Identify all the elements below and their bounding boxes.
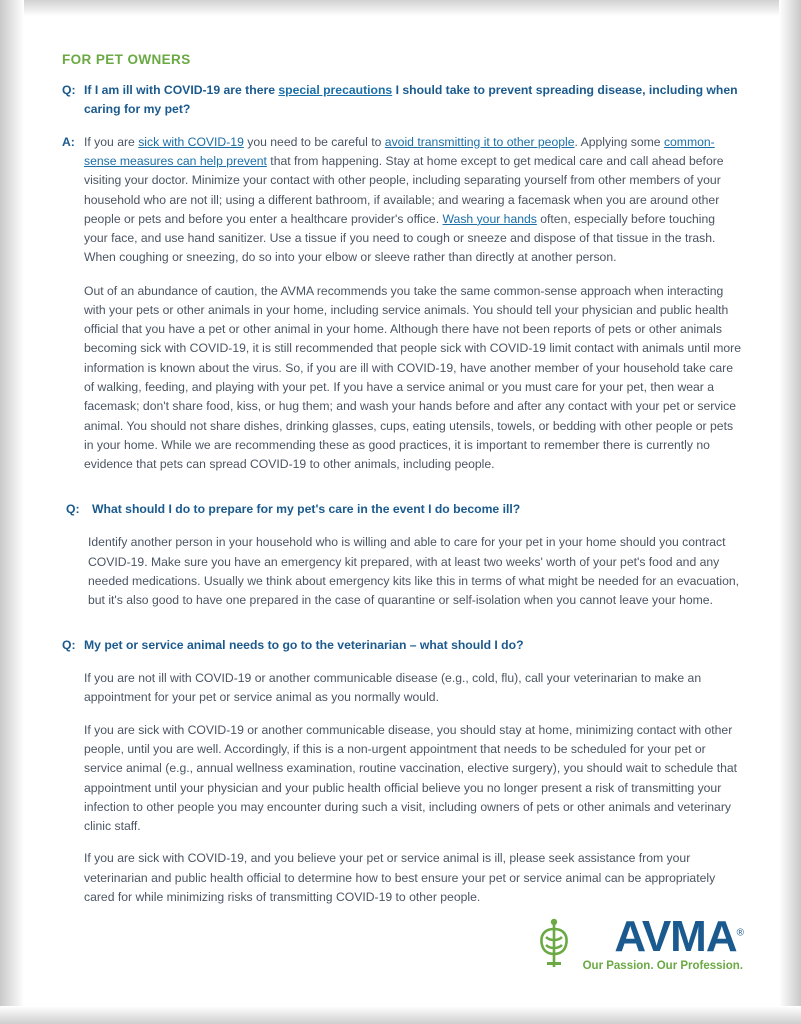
- page-edge-shadow-bottom: [0, 1006, 801, 1024]
- question-marker: Q:: [62, 83, 76, 97]
- question-row-1: [62, 81, 742, 119]
- question-row-2: [62, 500, 742, 519]
- document-content: [62, 52, 742, 913]
- question-1-part1: If I am ill with COVID-19 are there: [84, 83, 279, 97]
- answer-1-t1: If you are: [84, 134, 139, 149]
- special-precautions-link[interactable]: special precautions: [278, 83, 393, 97]
- question-row-3: [62, 636, 742, 655]
- question-text-1: [84, 81, 742, 119]
- answer-text-1: [84, 133, 742, 268]
- question-text-3: My pet or service animal needs to go to the veterinarian – what should I do?: [84, 638, 524, 653]
- common-sense-measures-link[interactable]: common-sense measures can help prevent: [84, 134, 715, 169]
- answer-3-paragraph-2: If you are sick with COVID-19 or another communicable disease, you should stay at home, minimizing contact with other people, until you are well. Accordingly, if this is a non-urgent appointment that needs to be scheduled for your pet or service animal (e.g., annual wellness examination, routine vaccination, elective surgery), you should wait to schedule that appointment until your physician and your public health official believe you no longer present a risk of transmitting your infection to other people you may encounter during such a visit, including owners of pets or other animals and veterinary clinic staff.: [84, 722, 738, 834]
- answer-row-1: [62, 133, 742, 268]
- answer-1-t2: you need to be careful to: [243, 134, 385, 149]
- question-text-2: What should I do to prepare for my pet's care in the event I do become ill?: [92, 502, 521, 517]
- registered-mark: ®: [736, 927, 743, 939]
- answer-3-paragraph-3: If you are sick with COVID-19, and you believe your pet or service animal is ill, please seek assistance from your veterinarian and public health official to determine how to best ensure your pet or service animal can be appropriately cared for while minimizing risks of transmitting COVID-19 to other people.: [84, 851, 716, 904]
- qa-block-2: [62, 500, 742, 610]
- qa-block-3: [62, 636, 742, 907]
- answer-2-paragraph-1: Identify another person in your household who is willing and able to care for your pet in your home should you contract COVID-19. Make sure you have an emergency kit prepared, with at least two weeks' worth of your pet's food and any needed medications. Usually we think about emergency kits like this in terms of what might be needed for an evacuation, but it's also good to have one prepared in the case of quarantine or self-isolation when you cannot leave your home.: [88, 535, 740, 608]
- qa-block-1: [62, 81, 742, 474]
- avma-logo: [533, 912, 743, 972]
- question-1-part2: I should take to prevent spreading disease, including when caring for my pet?: [84, 83, 738, 116]
- answer-3-paragraph-1: If you are not ill with COVID-19 or another communicable disease (e.g., cold, flu), call your veterinarian to make an appointment for your pet or service animal as you normally would.: [84, 671, 702, 705]
- sick-with-covid-link[interactable]: sick with COVID-19: [138, 134, 244, 149]
- caduceus-icon: [533, 917, 575, 971]
- question-marker-2: Q:: [66, 502, 80, 517]
- answer-1-t4: that from happening. Stay at home except to get medical care and call ahead before visiting your doctor. Minimize your contact with other people, including separating yourself from other members of your household who are not ill; using a different bathroom, if available; and wearing a facemask when you are around other people or pets and before you enter a healthcare provider's office.: [84, 154, 724, 226]
- answer-marker: A:: [62, 134, 75, 149]
- answer-1-t3: . Applying some: [574, 134, 664, 149]
- answer-1-paragraph-2: Out of an abundance of caution, the AVMA recommends you take the same common-sense approach when interacting with your pets or other animals in your home, including service animals. You should tell your physician and public health official that you have a pet or other animal in your home. Although there have not been reports of pets or other animals becoming sick with COVID-19, it is still recommended that people sick with COVID-19 limit contact with animals until more information is known about the virus. So, if you are ill with COVID-19, have another member of your household take care of walking, feeding, and playing with your pet. If you have a service animal or you must care for your pet, then wear a facemask; don't share food, kiss, or hug them; and wash your hands before and after any contact with your pet or service animal. You should not share dishes, drinking glasses, cups, eating utensils, towels, or bedding with other people or pets in your home. While we are recommending these as good practices, it is important to remember there is currently no evidence that pets can spread COVID-19 to other animals, including people.: [84, 283, 742, 472]
- wash-your-hands-link[interactable]: Wash your hands: [442, 211, 537, 226]
- avma-logo-text: [582, 912, 743, 972]
- avma-wordmark: [614, 912, 743, 962]
- avma-wordmark-text: AVMA: [614, 912, 737, 962]
- page-edge-shadow-left: [0, 0, 24, 1024]
- avma-tagline: Our Passion. Our Profession.: [582, 960, 743, 972]
- page-edge-shadow-top: [0, 0, 801, 16]
- section-heading: FOR PET OWNERS: [62, 52, 191, 67]
- answer-1-t5: often, especially before touching your face, and use hand sanitizer. Use a tissue if you need to cough or sneeze and dispose of that tissue in the trash. When coughing or sneezing, do so into your elbow or sleeve rather than directly at another person.: [84, 211, 716, 265]
- page-edge-shadow-right: [779, 0, 801, 1024]
- question-marker-3: Q:: [62, 638, 76, 653]
- avoid-transmitting-link[interactable]: avoid transmitting it to other people: [384, 134, 575, 149]
